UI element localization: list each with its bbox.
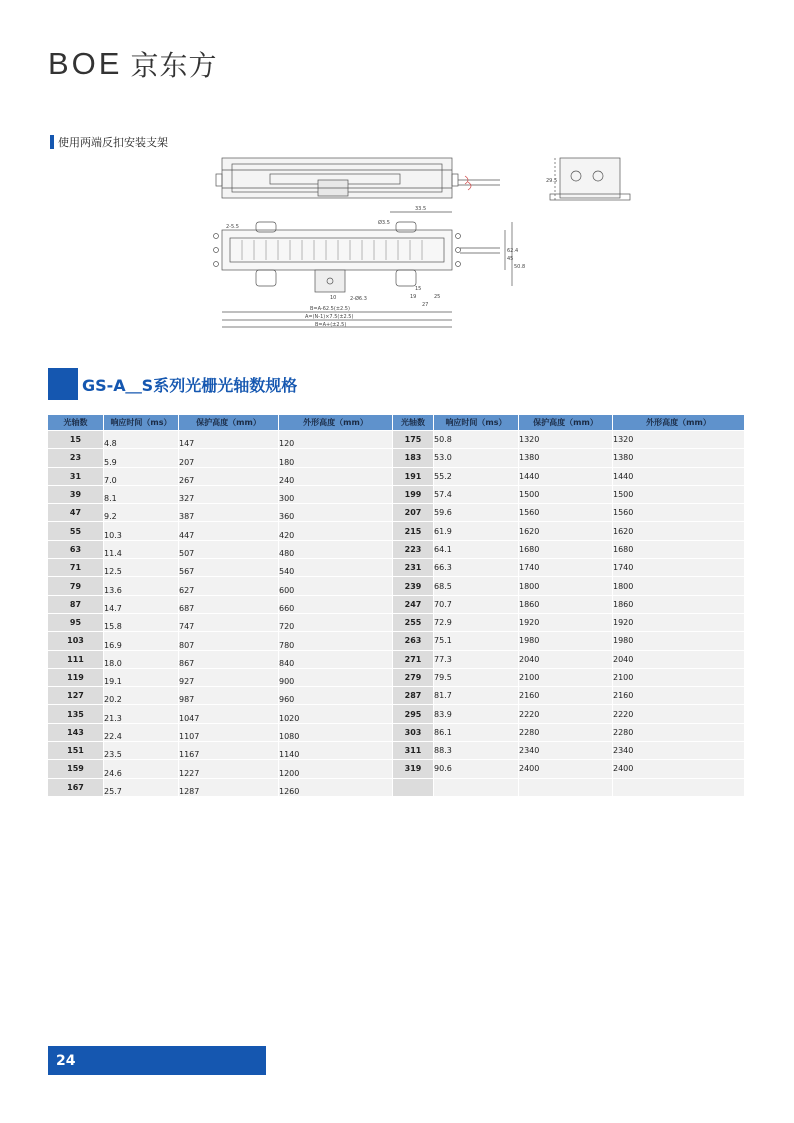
table-header-row (48, 415, 745, 430)
table-cell: 15.8 (104, 613, 179, 631)
drawing-heading-text: 使用两端反扣安装支架 (58, 136, 168, 149)
table-cell: 183 (393, 448, 434, 466)
table-cell: 267 (179, 467, 279, 485)
table-cell: 71 (48, 558, 104, 576)
table-row (48, 595, 745, 613)
section-title: GS-A＿S系列光栅光轴数规格 (82, 375, 298, 395)
table-row (48, 759, 745, 777)
table-cell: 50.8 (434, 430, 519, 448)
table-cell-empty (613, 778, 745, 796)
table-cell: 8.1 (104, 485, 179, 503)
header-cell: 光轴数 (393, 415, 434, 430)
section-heading (48, 368, 297, 400)
small-dim-1: 10 (330, 295, 337, 301)
table-cell: 95 (48, 613, 104, 631)
table-cell: 1380 (519, 448, 613, 466)
table-cell: 2400 (519, 759, 613, 777)
table-cell: 1740 (519, 558, 613, 576)
table-cell: 215 (393, 521, 434, 539)
table-cell: 39 (48, 485, 104, 503)
table-cell: 4.8 (104, 430, 179, 448)
table-cell: 75.1 (434, 631, 519, 649)
table-cell: 303 (393, 723, 434, 741)
table-cell: 840 (279, 650, 393, 668)
table-cell: 311 (393, 741, 434, 759)
table-cell: 239 (393, 576, 434, 594)
table-cell-empty (393, 778, 434, 796)
table-cell: 387 (179, 503, 279, 521)
dim-bottom-3: 27 (422, 302, 429, 308)
table-cell: 1500 (519, 485, 613, 503)
table-cell: 1620 (613, 521, 745, 539)
table-cell: 1227 (179, 759, 279, 777)
table-row (48, 558, 745, 576)
table-cell: 120 (279, 430, 393, 448)
table-cell: 1080 (279, 723, 393, 741)
table-cell: 540 (279, 558, 393, 576)
table-cell: 2340 (613, 741, 745, 759)
dim-side: 29.5 (546, 178, 558, 184)
table-cell: 1680 (613, 540, 745, 558)
table-cell: 263 (393, 631, 434, 649)
table-cell: 1107 (179, 723, 279, 741)
header-cell: 响应时间（ms） (104, 415, 179, 430)
table-cell: 807 (179, 631, 279, 649)
header-cell: 响应时间（ms） (434, 415, 519, 430)
table-cell: 23.5 (104, 741, 179, 759)
brand-logo (48, 44, 217, 84)
table-cell: 1800 (613, 576, 745, 594)
table-cell: 180 (279, 448, 393, 466)
table-cell: 255 (393, 613, 434, 631)
table-cell: 64.1 (434, 540, 519, 558)
drawing-heading (50, 134, 168, 150)
table-cell: 1740 (613, 558, 745, 576)
table-cell: 9.2 (104, 503, 179, 521)
table-cell: 627 (179, 576, 279, 594)
table-cell: 15 (48, 430, 104, 448)
table-cell: 1140 (279, 741, 393, 759)
table-row (48, 686, 745, 704)
table-cell: 327 (179, 485, 279, 503)
table-cell: 660 (279, 595, 393, 613)
table-cell: 271 (393, 650, 434, 668)
table-cell: 16.9 (104, 631, 179, 649)
table-cell: 135 (48, 704, 104, 722)
table-cell: 20.2 (104, 686, 179, 704)
table-cell: 2100 (519, 668, 613, 686)
table-cell: 24.6 (104, 759, 179, 777)
table-cell: 1920 (613, 613, 745, 631)
table-cell: 867 (179, 650, 279, 668)
table-cell: 420 (279, 521, 393, 539)
table-cell: 55.2 (434, 467, 519, 485)
table-cell: 199 (393, 485, 434, 503)
table-cell: 14.7 (104, 595, 179, 613)
table-cell: 987 (179, 686, 279, 704)
header-cell: 保护高度（mm） (179, 415, 279, 430)
table-row (48, 741, 745, 759)
table-cell: 2160 (519, 686, 613, 704)
table-row (48, 576, 745, 594)
dim-bottom-2: 25 (434, 294, 441, 300)
table-cell: 240 (279, 467, 393, 485)
header-cell: 外形高度（mm） (279, 415, 393, 430)
page-number: 24 (48, 1046, 266, 1075)
table-cell: 1020 (279, 704, 393, 722)
technical-drawing (210, 152, 640, 332)
table-cell: 147 (179, 430, 279, 448)
table-cell: 360 (279, 503, 393, 521)
table-cell: 87 (48, 595, 104, 613)
table-row (48, 540, 745, 558)
header-cell: 保护高度（mm） (519, 415, 613, 430)
table-cell: 300 (279, 485, 393, 503)
table-cell: 88.3 (434, 741, 519, 759)
table-cell: 2280 (519, 723, 613, 741)
table-row (48, 467, 745, 485)
dim-right-2: 45 (507, 256, 514, 262)
table-cell: 90.6 (434, 759, 519, 777)
table-cell: 1560 (613, 503, 745, 521)
table-row (48, 613, 745, 631)
formula-3: B=A+(±2.5) (315, 322, 347, 328)
table-row (48, 503, 745, 521)
table-cell: 720 (279, 613, 393, 631)
table-cell: 53.0 (434, 448, 519, 466)
hole-dim-1: 2-5.5 (226, 224, 239, 230)
table-cell: 10.3 (104, 521, 179, 539)
table-cell: 143 (48, 723, 104, 741)
dim-right-3: 50.8 (514, 264, 526, 270)
spec-table (48, 415, 745, 796)
table-cell: 12.5 (104, 558, 179, 576)
table-cell: 480 (279, 540, 393, 558)
table-cell: 279 (393, 668, 434, 686)
table-cell: 61.9 (434, 521, 519, 539)
table-body (48, 430, 745, 796)
table-cell: 1620 (519, 521, 613, 539)
table-row (48, 704, 745, 722)
table-cell: 66.3 (434, 558, 519, 576)
table-cell: 25.7 (104, 778, 179, 796)
table-cell: 2220 (519, 704, 613, 722)
table-cell: 1440 (613, 467, 745, 485)
table-cell: 1920 (519, 613, 613, 631)
hole-dim-2: Ø3.5 (378, 220, 390, 226)
table-cell: 57.4 (434, 485, 519, 503)
dim-bottom-1: 19 (410, 294, 417, 300)
header-cell: 外形高度（mm） (613, 415, 745, 430)
table-cell: 159 (48, 759, 104, 777)
table-cell: 127 (48, 686, 104, 704)
table-cell: 1200 (279, 759, 393, 777)
dim-top: 33.5 (415, 206, 427, 212)
table-cell: 22.4 (104, 723, 179, 741)
table-cell: 319 (393, 759, 434, 777)
table-cell: 287 (393, 686, 434, 704)
table-cell: 1800 (519, 576, 613, 594)
table-cell: 21.3 (104, 704, 179, 722)
table-cell: 19.1 (104, 668, 179, 686)
table-cell: 207 (179, 448, 279, 466)
table-row (48, 650, 745, 668)
table-cell: 59.6 (434, 503, 519, 521)
table-cell: 18.0 (104, 650, 179, 668)
table-cell: 1500 (613, 485, 745, 503)
table-cell: 1320 (519, 430, 613, 448)
table-cell-empty (519, 778, 613, 796)
hole-dim-3: 2-Ø6.3 (350, 296, 367, 302)
table-cell: 2160 (613, 686, 745, 704)
table-cell: 1167 (179, 741, 279, 759)
table-cell: 119 (48, 668, 104, 686)
table-cell: 111 (48, 650, 104, 668)
table-cell: 47 (48, 503, 104, 521)
table-cell: 1980 (613, 631, 745, 649)
table-cell: 231 (393, 558, 434, 576)
table-cell: 2040 (519, 650, 613, 668)
table-cell: 81.7 (434, 686, 519, 704)
table-cell: 447 (179, 521, 279, 539)
table-cell: 207 (393, 503, 434, 521)
table-cell: 1380 (613, 448, 745, 466)
table-cell: 1440 (519, 467, 613, 485)
table-cell: 11.4 (104, 540, 179, 558)
header-cell: 光轴数 (48, 415, 104, 430)
table-cell: 151 (48, 741, 104, 759)
table-cell: 79 (48, 576, 104, 594)
table-cell: 747 (179, 613, 279, 631)
table-cell: 1260 (279, 778, 393, 796)
table-cell: 960 (279, 686, 393, 704)
table-row (48, 778, 745, 796)
table-cell: 1047 (179, 704, 279, 722)
section-marker (48, 368, 78, 400)
table-cell: 927 (179, 668, 279, 686)
table-cell: 7.0 (104, 467, 179, 485)
table-cell: 1860 (613, 595, 745, 613)
table-row (48, 521, 745, 539)
table-cell: 247 (393, 595, 434, 613)
table-cell: 687 (179, 595, 279, 613)
table-cell: 167 (48, 778, 104, 796)
table-cell: 780 (279, 631, 393, 649)
table-cell: 5.9 (104, 448, 179, 466)
table-cell: 70.7 (434, 595, 519, 613)
table-cell: 83.9 (434, 704, 519, 722)
table-cell: 175 (393, 430, 434, 448)
table-cell: 2340 (519, 741, 613, 759)
table-cell: 1980 (519, 631, 613, 649)
table-row (48, 668, 745, 686)
logo-text-cn: 京东方 (130, 49, 218, 82)
table-cell: 2400 (613, 759, 745, 777)
table-cell: 900 (279, 668, 393, 686)
table-cell: 72.9 (434, 613, 519, 631)
table-cell: 1560 (519, 503, 613, 521)
table-cell: 79.5 (434, 668, 519, 686)
table-cell: 31 (48, 467, 104, 485)
table-cell: 103 (48, 631, 104, 649)
logo-text-en: BOE (48, 46, 123, 81)
table-cell: 63 (48, 540, 104, 558)
table-cell: 1860 (519, 595, 613, 613)
table-cell: 86.1 (434, 723, 519, 741)
table-cell: 2280 (613, 723, 745, 741)
table-row (48, 485, 745, 503)
small-dim-2: 15 (415, 286, 422, 292)
table-cell: 295 (393, 704, 434, 722)
table-cell: 23 (48, 448, 104, 466)
table-cell: 191 (393, 467, 434, 485)
dim-right-1: 62.4 (507, 248, 519, 254)
table-cell: 55 (48, 521, 104, 539)
table-cell-empty (434, 778, 519, 796)
table-cell: 13.6 (104, 576, 179, 594)
table-cell: 68.5 (434, 576, 519, 594)
table-row (48, 448, 745, 466)
formula-1: B=A-62.5(±2.5) (310, 306, 350, 312)
table-cell: 2040 (613, 650, 745, 668)
table-cell: 600 (279, 576, 393, 594)
table-cell: 507 (179, 540, 279, 558)
table-cell: 2100 (613, 668, 745, 686)
table-cell: 77.3 (434, 650, 519, 668)
table-row (48, 631, 745, 649)
table-cell: 223 (393, 540, 434, 558)
table-cell: 1320 (613, 430, 745, 448)
table-row (48, 723, 745, 741)
table-row (48, 430, 745, 448)
table-cell: 1680 (519, 540, 613, 558)
table-cell: 2220 (613, 704, 745, 722)
heading-marker (50, 135, 54, 149)
table-cell: 1287 (179, 778, 279, 796)
formula-2: A=(N-1)×7.5(±2.5) (305, 314, 354, 320)
table-cell: 567 (179, 558, 279, 576)
